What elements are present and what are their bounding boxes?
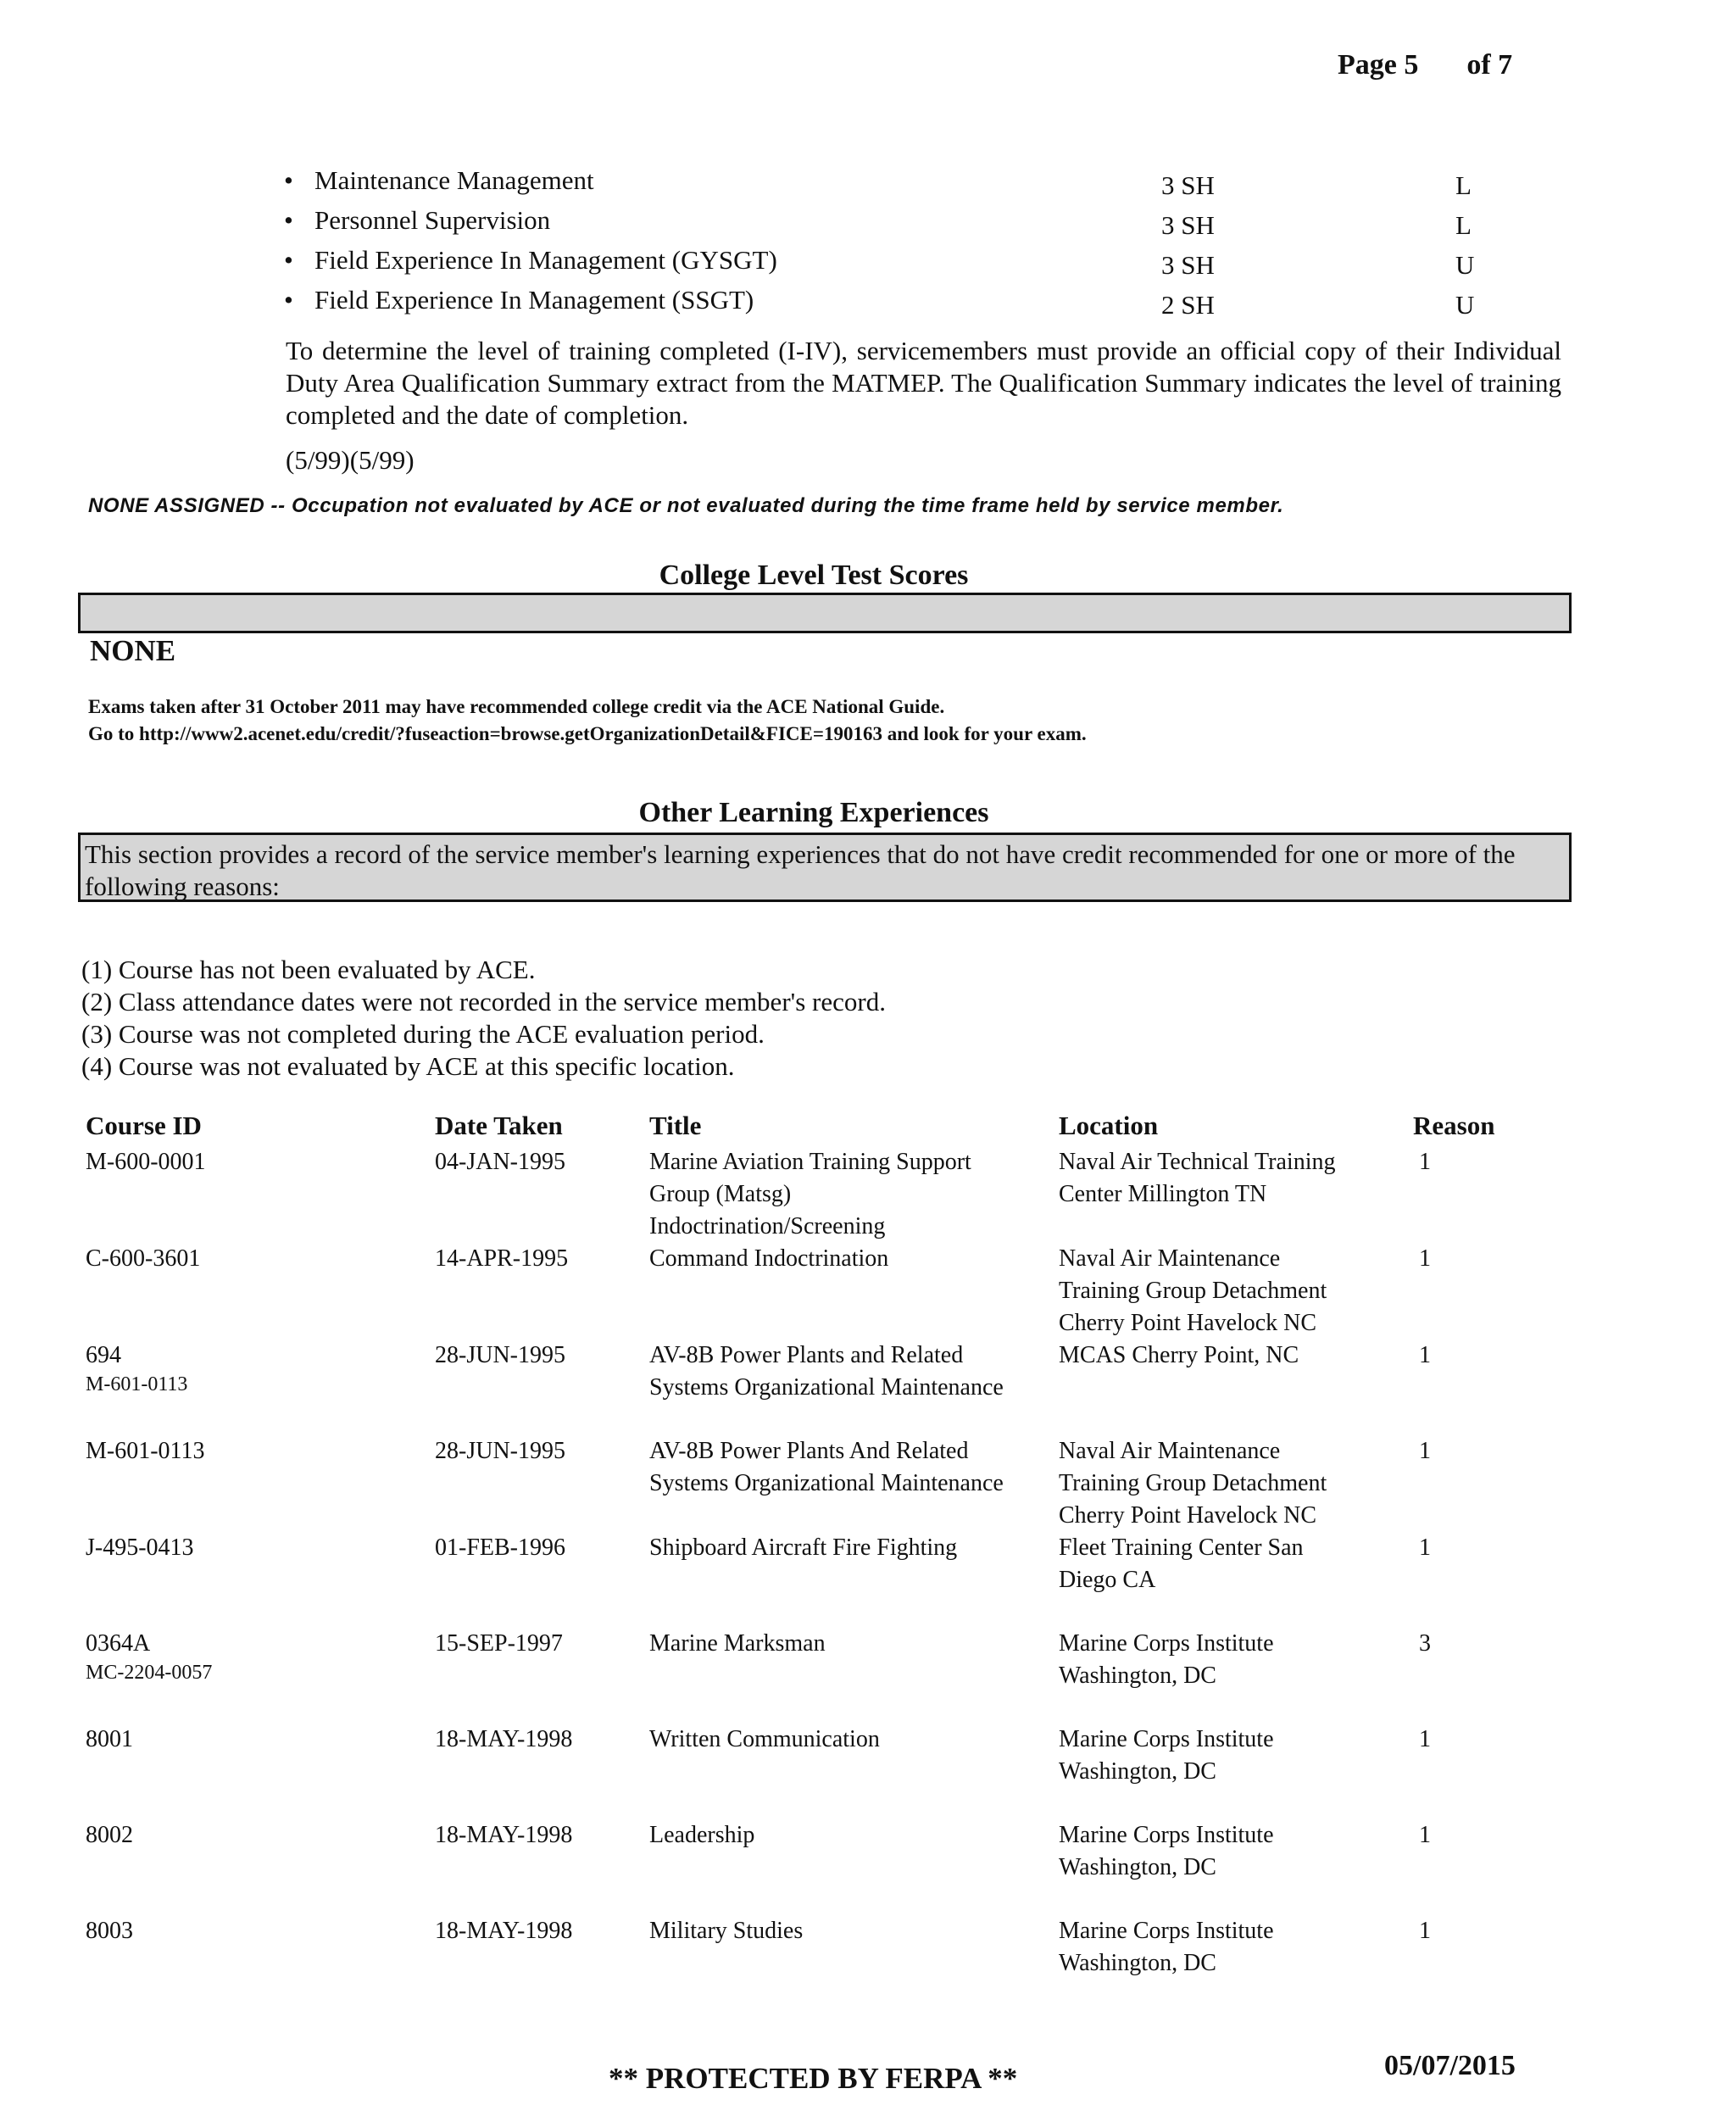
credit-item — [284, 205, 1513, 245]
reason-item: (4) Course was not evaluated by ACE at this specific location. — [81, 1051, 735, 1081]
location-line: Marine Corps Institute — [1059, 1918, 1274, 1944]
exam-note-line: Exams taken after 31 October 2011 may have recommended college credit via the ACE National Guide. — [88, 696, 945, 717]
course-id-cell — [86, 1724, 133, 1756]
reason-cell — [1419, 1339, 1431, 1372]
location-cell — [1059, 1819, 1274, 1884]
reason-cell — [1419, 1628, 1431, 1660]
location-cell — [1059, 1243, 1327, 1339]
course-title-line: Systems Organizational Maintenance — [649, 1374, 1004, 1401]
date-taken: 18-MAY-1998 — [435, 1822, 573, 1848]
course-id-cell — [86, 1243, 200, 1275]
bullet-icon: • — [284, 285, 293, 315]
clep-none-label: NONE — [90, 634, 176, 667]
course-id: C-600-3601 — [86, 1245, 201, 1272]
reason-item: (3) Course was not completed during the ACE evaluation period. — [81, 1019, 765, 1049]
course-title-cell — [649, 1724, 880, 1756]
reason-code: 1 — [1419, 1438, 1431, 1464]
date-taken-cell — [435, 1915, 572, 1947]
credit-item-title: Maintenance Management — [314, 165, 594, 195]
course-id: 0364A — [86, 1630, 151, 1657]
reason-item: (1) Course has not been evaluated by ACE. — [81, 955, 536, 984]
table-row — [0, 1243, 1736, 1339]
course-title-line: AV-8B Power Plants and Related — [649, 1342, 964, 1368]
level-training-dates: (5/99)(5/99) — [286, 445, 415, 475]
location-cell — [1059, 1435, 1327, 1532]
credit-item — [284, 165, 1513, 205]
course-title-cell — [649, 1146, 971, 1243]
course-id: J-495-0413 — [86, 1534, 194, 1561]
page-label: Page 5 — [1338, 49, 1419, 81]
reason-cell — [1419, 1819, 1431, 1852]
table-row — [0, 1915, 1736, 2011]
credit-item-level: L — [1455, 170, 1472, 200]
reason-cell — [1419, 1532, 1431, 1564]
location-line: Washington, DC — [1059, 1854, 1216, 1880]
location-line: Washington, DC — [1059, 1950, 1216, 1976]
column-header-reason: Reason — [1413, 1111, 1495, 1140]
location-line: Cherry Point Havelock NC — [1059, 1502, 1317, 1529]
exam-note — [88, 693, 1087, 748]
course-sub-id: MC-2204-0057 — [86, 1662, 213, 1684]
ole-description-line: following reasons: — [85, 872, 280, 901]
course-id-cell — [86, 1146, 206, 1178]
date-taken: 14-APR-1995 — [435, 1245, 569, 1272]
location-cell — [1059, 1724, 1274, 1788]
credit-item-title: Field Experience In Management (GYSGT) — [314, 245, 777, 275]
location-line: Washington, DC — [1059, 1663, 1216, 1689]
course-title-line: AV-8B Power Plants And Related — [649, 1438, 969, 1464]
ole-description-line: This section provides a record of the service member's learning experiences that do not have credit recommended for one or more of the — [85, 839, 1516, 869]
course-id-cell — [86, 1819, 133, 1852]
location-line: Naval Air Maintenance — [1059, 1438, 1281, 1464]
reason-item: (2) Class attendance dates were not recorded in the service member's record. — [81, 987, 886, 1016]
course-title-line: Leadership — [649, 1822, 755, 1848]
credit-item-hours: 2 SH — [1161, 290, 1215, 320]
course-title-cell — [649, 1339, 1004, 1404]
course-title-line: Marine Marksman — [649, 1630, 826, 1657]
credit-item-title: Field Experience In Management (SSGT) — [314, 285, 754, 315]
location-cell — [1059, 1628, 1274, 1692]
course-title-line: Systems Organizational Maintenance — [649, 1470, 1004, 1496]
clep-section-title: College Level Test Scores — [659, 560, 969, 591]
reason-code: 1 — [1419, 1149, 1431, 1175]
credit-item-hours: 3 SH — [1161, 170, 1215, 200]
course-id: M-601-0113 — [86, 1438, 205, 1464]
date-taken: 18-MAY-1998 — [435, 1726, 573, 1752]
location-line: Cherry Point Havelock NC — [1059, 1310, 1317, 1336]
level-training-paragraph: To determine the level of training completed (I-IV), servicemembers must provide an official copy of their Individual Duty Area Qualification Summary extract from the MATMEP. The Qualification Summary indicates the level of training completed and the date of completion. — [286, 336, 1561, 430]
credit-item-hours: 3 SH — [1161, 250, 1215, 280]
location-line: Marine Corps Institute — [1059, 1822, 1274, 1848]
course-title-cell — [649, 1435, 1004, 1500]
credit-item-title: Personnel Supervision — [314, 205, 551, 235]
course-id: 8002 — [86, 1822, 133, 1848]
bullet-icon: • — [284, 165, 293, 195]
course-title-line: Military Studies — [649, 1918, 804, 1944]
location-cell — [1059, 1532, 1304, 1596]
clep-header-bar — [78, 593, 1572, 633]
ole-description-box — [78, 833, 1572, 902]
table-row — [0, 1339, 1736, 1435]
course-title-cell — [649, 1915, 803, 1947]
ferpa-notice: ** PROTECTED BY FERPA ** — [609, 2062, 1018, 2095]
location-cell — [1059, 1915, 1274, 1980]
location-line: Washington, DC — [1059, 1758, 1216, 1785]
course-id: M-600-0001 — [86, 1149, 206, 1175]
course-id: 8001 — [86, 1726, 133, 1752]
location-cell — [1059, 1339, 1299, 1372]
reason-list — [81, 954, 886, 1083]
course-title-line: Command Indoctrination — [649, 1245, 889, 1272]
course-title-line: Shipboard Aircraft Fire Fighting — [649, 1534, 958, 1561]
reason-cell — [1419, 1146, 1431, 1178]
date-taken-cell — [435, 1243, 568, 1275]
course-table — [0, 1146, 1736, 2011]
reason-code: 1 — [1419, 1342, 1431, 1368]
reason-cell — [1419, 1243, 1431, 1275]
ole-section-title: Other Learning Experiences — [638, 797, 989, 828]
credit-item-level: U — [1455, 250, 1475, 280]
column-header-title: Title — [649, 1111, 702, 1140]
table-row — [0, 1628, 1736, 1724]
course-id-cell — [86, 1339, 187, 1397]
date-taken: 28-JUN-1995 — [435, 1342, 565, 1368]
location-line: MCAS Cherry Point, NC — [1059, 1342, 1299, 1368]
credit-item — [284, 285, 1513, 325]
date-taken-cell — [435, 1339, 565, 1372]
credit-item-level: U — [1455, 290, 1475, 320]
location-line: Marine Corps Institute — [1059, 1726, 1274, 1752]
course-title-cell — [649, 1532, 957, 1564]
course-title-line: Written Communication — [649, 1726, 880, 1752]
location-line: Naval Air Technical Training — [1059, 1149, 1336, 1175]
page-number — [1338, 49, 1512, 81]
print-date: 05/07/2015 — [1384, 2050, 1516, 2081]
reason-code: 1 — [1419, 1726, 1431, 1752]
table-row — [0, 1819, 1736, 1915]
table-row — [0, 1532, 1736, 1628]
page-total: of 7 — [1466, 49, 1513, 81]
reason-code: 1 — [1419, 1822, 1431, 1848]
credit-item-level: L — [1455, 210, 1472, 240]
location-line: Naval Air Maintenance — [1059, 1245, 1281, 1272]
exam-note-line: Go to http://www2.acenet.edu/credit/?fuseaction=browse.getOrganizationDetail&FICE=190163 and look for your exam. — [88, 723, 1087, 744]
bullet-icon: • — [284, 245, 293, 275]
column-header-location: Location — [1059, 1111, 1159, 1140]
column-header-course-id: Course ID — [86, 1111, 202, 1140]
date-taken: 18-MAY-1998 — [435, 1918, 573, 1944]
reason-cell — [1419, 1435, 1431, 1468]
date-taken-cell — [435, 1628, 563, 1660]
reason-code: 1 — [1419, 1918, 1431, 1944]
reason-cell — [1419, 1915, 1431, 1947]
table-row — [0, 1146, 1736, 1243]
course-id-cell — [86, 1915, 133, 1947]
date-taken-cell — [435, 1724, 572, 1756]
course-title-line: Marine Aviation Training Support — [649, 1149, 971, 1175]
reason-code: 3 — [1419, 1630, 1431, 1657]
date-taken: 01-FEB-1996 — [435, 1534, 565, 1561]
course-title-cell — [649, 1819, 754, 1852]
course-id-cell — [86, 1435, 205, 1468]
location-line: Training Group Detachment — [1059, 1470, 1327, 1496]
course-title-line: Indoctrination/Screening — [649, 1213, 886, 1239]
location-line: Center Millington TN — [1059, 1181, 1267, 1207]
course-title-line: Group (Matsg) — [649, 1181, 792, 1207]
reason-code: 1 — [1419, 1534, 1431, 1561]
course-id: 8003 — [86, 1918, 133, 1944]
course-id-cell — [86, 1532, 194, 1564]
location-line: Diego CA — [1059, 1567, 1156, 1593]
table-row — [0, 1724, 1736, 1819]
location-line: Fleet Training Center San — [1059, 1534, 1304, 1561]
date-taken-cell — [435, 1819, 572, 1852]
credit-item-hours: 3 SH — [1161, 210, 1215, 240]
column-header-date-taken: Date Taken — [435, 1111, 563, 1140]
course-id: 694 — [86, 1342, 121, 1368]
date-taken-cell — [435, 1532, 565, 1564]
date-taken: 04-JAN-1995 — [435, 1149, 565, 1175]
course-title-cell — [649, 1628, 826, 1660]
credit-recommendation-list — [284, 165, 1513, 325]
bullet-icon: • — [284, 205, 293, 235]
date-taken-cell — [435, 1435, 565, 1468]
table-row — [0, 1435, 1736, 1532]
date-taken: 28-JUN-1995 — [435, 1438, 565, 1464]
date-taken-cell — [435, 1146, 565, 1178]
none-assigned-note: NONE ASSIGNED -- Occupation not evaluated by ACE or not evaluated during the time frame held by service member. — [88, 494, 1284, 517]
date-taken: 15-SEP-1997 — [435, 1630, 563, 1657]
location-cell — [1059, 1146, 1335, 1211]
course-title-cell — [649, 1243, 888, 1275]
course-sub-id: M-601-0113 — [86, 1373, 188, 1395]
credit-item — [284, 245, 1513, 285]
location-line: Training Group Detachment — [1059, 1278, 1327, 1304]
location-line: Marine Corps Institute — [1059, 1630, 1274, 1657]
reason-code: 1 — [1419, 1245, 1431, 1272]
reason-cell — [1419, 1724, 1431, 1756]
course-id-cell — [86, 1628, 212, 1685]
